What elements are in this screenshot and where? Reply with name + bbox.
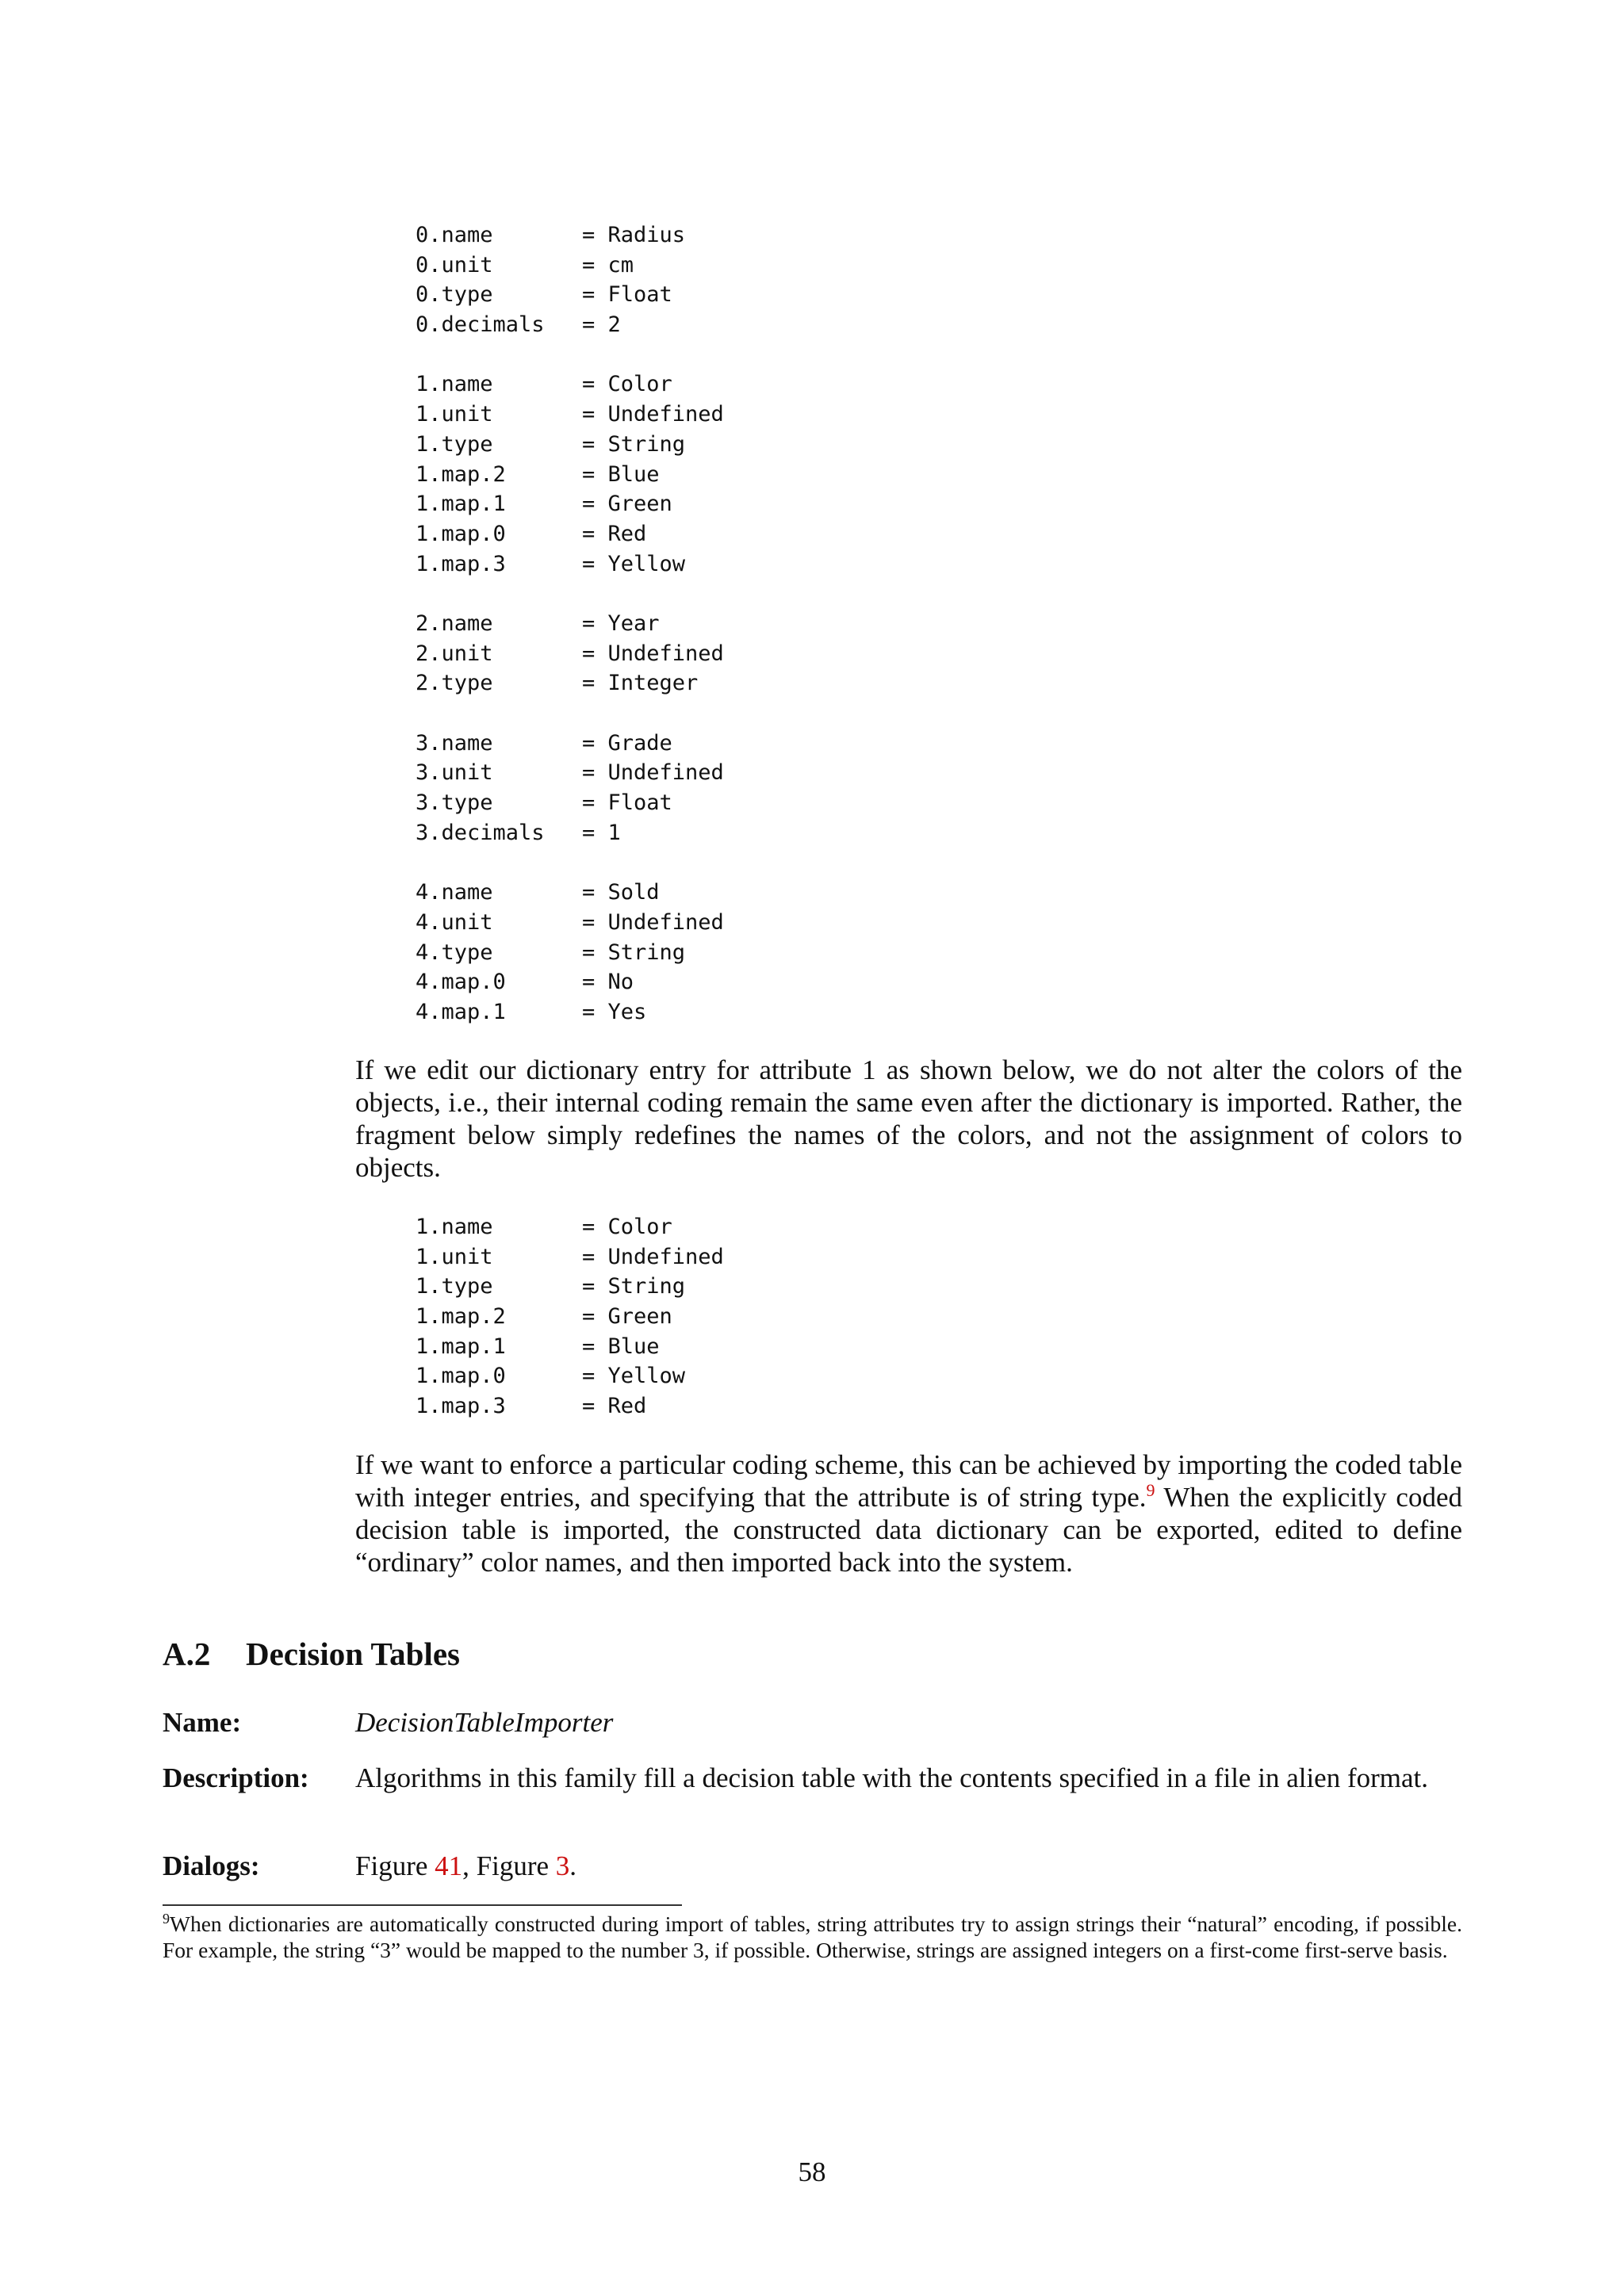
code-line	[416, 1212, 724, 1242]
code-value: = Undefined	[582, 1244, 724, 1269]
code-value: = Year	[582, 610, 660, 636]
code-value: = Blue	[582, 461, 660, 487]
code-value: = Green	[582, 1304, 672, 1330]
code-key: 1.map.0	[416, 521, 506, 546]
code-line	[416, 908, 724, 938]
code-key: 1.type	[416, 431, 493, 457]
code-value: = Color	[582, 1215, 672, 1239]
code-value: = Undefined	[582, 641, 724, 666]
code-key: 4.name	[416, 880, 493, 905]
code-line	[416, 729, 724, 759]
paragraph-edit-dictionary: If we edit our dictionary entry for attribute 1 as shown below, we do not alter the colors of the objects, i.e., their internal coding remain the same even after the dictionary is imported. Rather, the fragment below simply redefines the names of the colors, and not the assignment of colors to objects.	[355, 1054, 1462, 1183]
footnote-9	[163, 1911, 1462, 1963]
code-key: 1.unit	[416, 402, 493, 427]
code-key: 0.unit	[416, 252, 493, 277]
code-key: 0.type	[416, 282, 493, 308]
code-value: = cm	[582, 252, 634, 277]
dialogs-text-1: Figure	[355, 1850, 435, 1881]
code-key: 4.map.0	[416, 970, 506, 995]
code-line	[416, 1391, 724, 1422]
code-key: 3.decimals	[416, 820, 545, 845]
code-value: = Yes	[582, 999, 647, 1024]
code-value: = Grade	[582, 730, 672, 756]
description-label: Description:	[163, 1762, 309, 1793]
code-line	[416, 878, 724, 908]
code-line	[416, 310, 724, 340]
code-line	[416, 460, 724, 490]
code-key: 1.map.0	[416, 1364, 506, 1389]
code-value: = Color	[582, 372, 672, 397]
code-line	[416, 997, 724, 1027]
code-value: = Radius	[582, 223, 686, 247]
code-blank-line	[416, 340, 724, 370]
code-value: = String	[582, 431, 686, 457]
code-value: = Undefined	[582, 402, 724, 427]
code-key: 1.type	[416, 1274, 493, 1299]
code-line	[416, 1242, 724, 1272]
code-line	[416, 251, 724, 281]
code-value: = String	[582, 1274, 686, 1299]
code-value: = 1	[582, 820, 621, 845]
code-value: = Red	[582, 521, 647, 546]
code-key: 4.type	[416, 939, 493, 965]
paragraph-enforce-coding	[355, 1448, 1462, 1578]
code-key: 1.map.2	[416, 461, 506, 487]
name-value: DecisionTableImporter	[355, 1707, 614, 1738]
code-value: = Float	[582, 282, 672, 308]
code-line	[416, 758, 724, 788]
code-key: 1.map.3	[416, 551, 506, 576]
code-value: = Float	[582, 790, 672, 816]
dialogs-text-2: , Figure	[462, 1850, 556, 1881]
code-blank-line	[416, 579, 724, 609]
code-line	[416, 430, 724, 460]
code-value: = Blue	[582, 1334, 660, 1359]
code-key: 1.name	[416, 1215, 493, 1239]
code-line	[416, 668, 724, 698]
code-value: = Green	[582, 492, 672, 517]
code-key: 1.map.3	[416, 1394, 506, 1419]
figure-link-3[interactable]: 3	[555, 1850, 570, 1881]
code-value: = Red	[582, 1394, 647, 1419]
code-block-attributes	[416, 220, 724, 1027]
code-line	[416, 280, 724, 310]
footnote-text: When dictionaries are automatically constructed during import of tables, string attributes try to assign strings their “natural” encoding, if possible. For example, the string “3” would be mapped to the number 3, if possible. Otherwise, strings are assigned integers on a first-come first-serve basis.	[163, 1911, 1462, 1962]
dialogs-text-3: .	[569, 1850, 577, 1881]
code-line	[416, 639, 724, 669]
description-value: Algorithms in this family fill a decision table with the contents specified in a file in alien format.	[355, 1762, 1429, 1793]
code-key: 3.unit	[416, 760, 493, 786]
code-block-color-remap	[416, 1212, 724, 1422]
code-blank-line	[416, 698, 724, 729]
code-line	[416, 788, 724, 818]
code-value: = Sold	[582, 880, 660, 905]
code-key: 4.unit	[416, 909, 493, 935]
dialogs-value	[355, 1850, 1462, 1882]
code-line	[416, 818, 724, 848]
code-blank-line	[416, 848, 724, 878]
code-line	[416, 220, 724, 251]
code-key: 1.map.1	[416, 492, 506, 517]
name-label: Name:	[163, 1707, 242, 1738]
code-value: = String	[582, 939, 686, 965]
footnote-divider	[163, 1904, 682, 1906]
footnote-mark: 9	[163, 1911, 170, 1927]
code-key: 0.name	[416, 223, 493, 247]
footnote-link-9[interactable]: 9	[1146, 1480, 1155, 1500]
code-value: = Undefined	[582, 909, 724, 935]
code-line	[416, 549, 724, 580]
code-key: 1.name	[416, 372, 493, 397]
code-value: = Integer	[582, 671, 699, 696]
code-key: 3.name	[416, 730, 493, 756]
page-number: 58	[798, 2156, 826, 2187]
code-key: 2.unit	[416, 641, 493, 666]
code-key: 0.decimals	[416, 312, 545, 338]
code-key: 3.type	[416, 790, 493, 816]
paragraph-text-before-note: If we want to enforce a particular coding scheme, this can be achieved by importing the coded table with integer entries, and specifying that the attribute is of string type.	[355, 1449, 1462, 1513]
code-line	[416, 400, 724, 430]
code-value: = Yellow	[582, 1364, 686, 1389]
code-key: 2.name	[416, 610, 493, 636]
section-heading	[163, 1635, 460, 1673]
code-line	[416, 1302, 724, 1332]
dialogs-label: Dialogs:	[163, 1850, 260, 1881]
code-line	[416, 369, 724, 400]
code-value: = 2	[582, 312, 621, 338]
code-line	[416, 1332, 724, 1362]
code-line	[416, 519, 724, 549]
code-value: = Yellow	[582, 551, 686, 576]
section-number: A.2	[163, 1636, 211, 1672]
code-key: 4.map.1	[416, 999, 506, 1024]
code-value: = No	[582, 970, 634, 995]
code-key: 1.map.2	[416, 1304, 506, 1330]
code-line	[416, 609, 724, 639]
paragraph-text-after-note: When the explicitly coded decision table is imported, the constructed data dictionary can be exported, edited to define “ordinary” color names, and then imported back into the system.	[355, 1482, 1462, 1578]
code-line	[416, 489, 724, 519]
code-line	[416, 1272, 724, 1302]
figure-link-41[interactable]: 41	[435, 1850, 463, 1881]
section-title: Decision Tables	[246, 1636, 460, 1672]
code-value: = Undefined	[582, 760, 724, 786]
code-line	[416, 967, 724, 997]
code-key: 1.map.1	[416, 1334, 506, 1359]
code-key: 1.unit	[416, 1244, 493, 1269]
code-line	[416, 938, 724, 968]
code-line	[416, 1361, 724, 1391]
code-key: 2.type	[416, 671, 493, 696]
